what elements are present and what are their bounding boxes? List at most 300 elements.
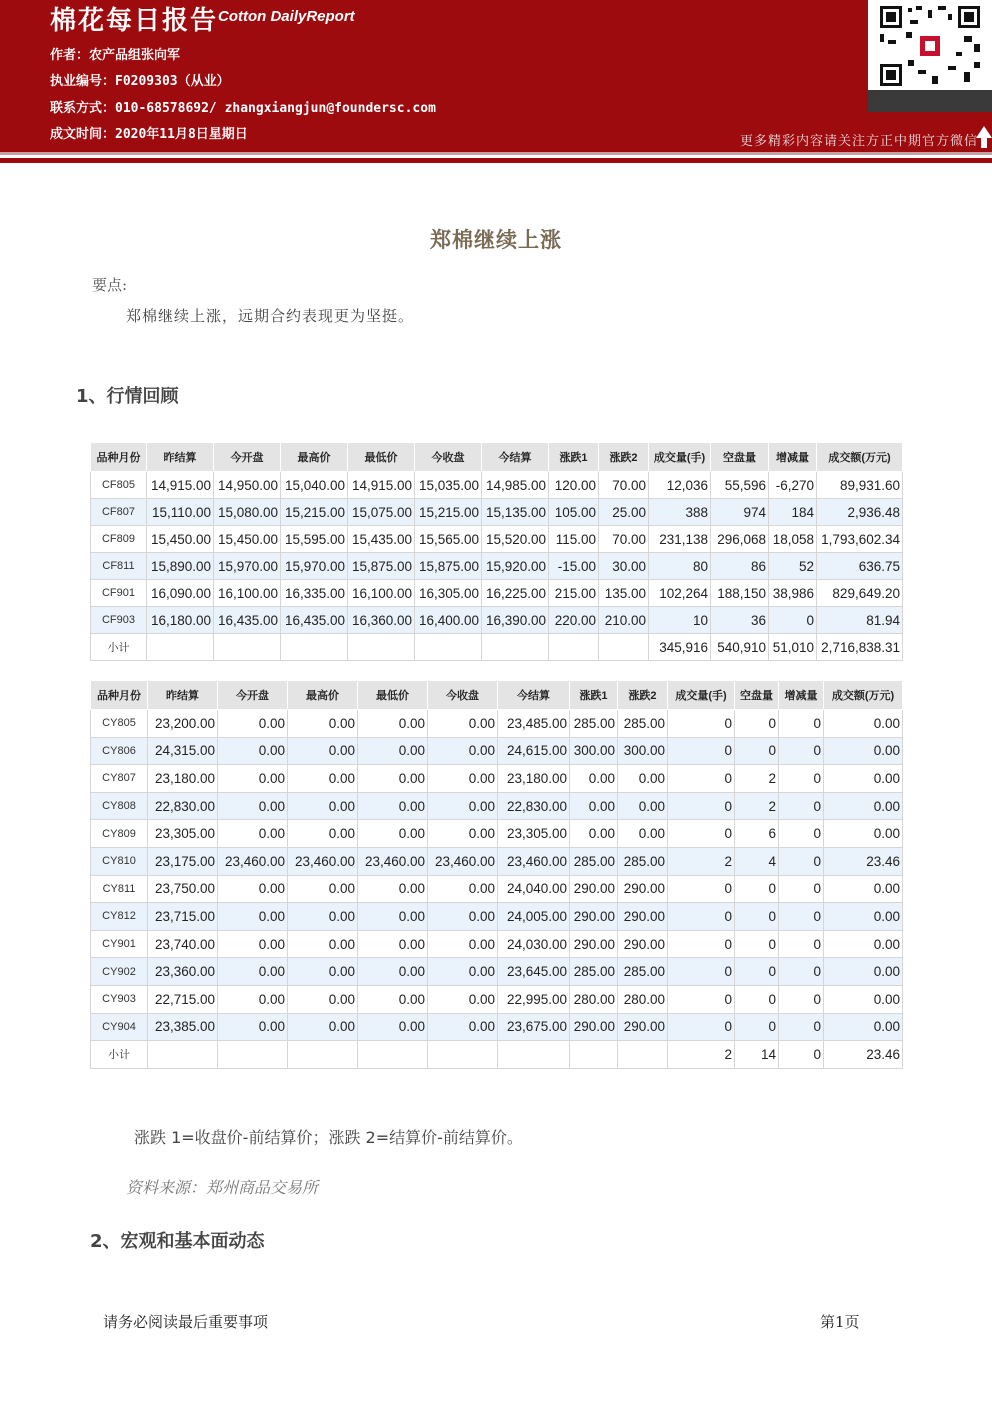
value-cell: 0.00 — [288, 820, 358, 848]
value-cell: 70.00 — [599, 526, 649, 553]
header-cell: 今结算 — [482, 443, 549, 472]
value-cell — [428, 1041, 498, 1069]
value-cell: 285.00 — [618, 958, 668, 986]
license-line: 执业编号：F0209303（从业） — [50, 74, 230, 89]
table-row — [91, 580, 903, 607]
contract-cell: CY809 — [91, 820, 148, 848]
value-cell — [148, 1041, 218, 1069]
contract-cell: CY811 — [91, 875, 148, 903]
table-row — [91, 847, 903, 875]
value-cell: 0.00 — [824, 1013, 903, 1041]
value-cell: 285.00 — [570, 958, 618, 986]
points-label: 要点: — [92, 276, 128, 294]
value-cell: 23,460.00 — [288, 847, 358, 875]
value-cell: 0.00 — [218, 903, 288, 931]
value-cell — [348, 634, 415, 661]
value-cell: 0 — [779, 958, 824, 986]
value-cell: 0 — [735, 1013, 779, 1041]
value-cell: 0.00 — [218, 765, 288, 793]
value-cell: 0.00 — [358, 985, 428, 1013]
value-cell: 974 — [711, 499, 769, 526]
header-cell: 成交量(手) — [649, 443, 711, 472]
table-row — [91, 820, 903, 848]
value-cell: 0 — [735, 930, 779, 958]
value-cell — [549, 634, 599, 661]
value-cell: 0.00 — [428, 737, 498, 765]
value-cell — [358, 1041, 428, 1069]
value-cell: 290.00 — [618, 930, 668, 958]
value-cell: 0.00 — [288, 903, 358, 931]
value-cell: 0 — [735, 903, 779, 931]
value-cell: 285.00 — [570, 847, 618, 875]
value-cell: 0.00 — [358, 765, 428, 793]
value-cell: 300.00 — [618, 737, 668, 765]
section-heading-2: 2、宏观和基本面动态 — [90, 1231, 265, 1252]
value-cell: 15,110.00 — [147, 499, 214, 526]
value-cell: 14,985.00 — [482, 472, 549, 499]
value-cell: 24,615.00 — [498, 737, 570, 765]
header-cell: 最高价 — [281, 443, 348, 472]
value-cell: 300.00 — [570, 737, 618, 765]
value-cell: 115.00 — [549, 526, 599, 553]
value-cell: 23,485.00 — [498, 710, 570, 738]
value-cell — [218, 1041, 288, 1069]
value-cell: 0.00 — [570, 765, 618, 793]
header-cell: 涨跌2 — [599, 443, 649, 472]
value-cell: 120.00 — [549, 472, 599, 499]
value-cell: 14 — [735, 1041, 779, 1069]
contract-cell: CF811 — [91, 553, 147, 580]
value-cell: 0 — [779, 710, 824, 738]
value-cell: 0.00 — [288, 958, 358, 986]
arrow-up-icon — [976, 126, 992, 138]
contract-cell: CY902 — [91, 958, 148, 986]
value-cell — [415, 634, 482, 661]
header-cell: 涨跌1 — [570, 681, 618, 710]
value-cell: 0.00 — [218, 930, 288, 958]
value-cell: 81.94 — [817, 607, 903, 634]
value-cell: 15,875.00 — [415, 553, 482, 580]
value-cell: 15,970.00 — [214, 553, 281, 580]
value-cell: 0 — [735, 710, 779, 738]
value-cell: 0 — [779, 847, 824, 875]
contract-cell: CY901 — [91, 930, 148, 958]
value-cell: 0.00 — [428, 1013, 498, 1041]
value-cell: -6,270 — [769, 472, 817, 499]
value-cell: 23,740.00 — [148, 930, 218, 958]
subtotal-row — [91, 634, 903, 661]
value-cell: 15,875.00 — [348, 553, 415, 580]
value-cell: 16,390.00 — [482, 607, 549, 634]
value-cell: 540,910 — [711, 634, 769, 661]
report-header-banner — [0, 0, 992, 152]
value-cell: 829,649.20 — [817, 580, 903, 607]
header-cell: 增减量 — [769, 443, 817, 472]
value-cell: 23,385.00 — [148, 1013, 218, 1041]
value-cell — [214, 634, 281, 661]
value-cell: 51,010 — [769, 634, 817, 661]
header-cell: 今结算 — [498, 681, 570, 710]
value-cell: 0 — [668, 1013, 735, 1041]
value-cell: 0.00 — [428, 792, 498, 820]
value-cell: 16,180.00 — [147, 607, 214, 634]
value-cell: 23,715.00 — [148, 903, 218, 931]
table-row — [91, 985, 903, 1013]
header-cell: 成交量(手) — [668, 681, 735, 710]
value-cell: 15,435.00 — [348, 526, 415, 553]
wechat-promo: 更多精彩内容请关注方正中期官方微信 — [739, 134, 978, 149]
section-heading-1: 1、行情回顾 — [76, 386, 179, 407]
key-point: 郑棉继续上涨，远期合约表现更为坚挺。 — [126, 307, 415, 325]
value-cell: 0 — [735, 875, 779, 903]
value-cell: 15,040.00 — [281, 472, 348, 499]
value-cell: 15,970.00 — [281, 553, 348, 580]
value-cell: 22,715.00 — [148, 985, 218, 1013]
value-cell: 0.00 — [824, 903, 903, 931]
value-cell: 105.00 — [549, 499, 599, 526]
value-cell: 16,090.00 — [147, 580, 214, 607]
contract-cell: CF809 — [91, 526, 147, 553]
value-cell: 4 — [735, 847, 779, 875]
value-cell: 0 — [735, 958, 779, 986]
value-cell: 15,215.00 — [415, 499, 482, 526]
footer-notice: 请务必阅读最后重要事项 — [103, 1313, 269, 1331]
value-cell: 23,175.00 — [148, 847, 218, 875]
value-cell: 15,135.00 — [482, 499, 549, 526]
value-cell: 0.00 — [218, 1013, 288, 1041]
contract-cell: CY805 — [91, 710, 148, 738]
data-source: 资料来源：郑州商品交易所 — [126, 1178, 319, 1197]
value-cell: 388 — [649, 499, 711, 526]
value-cell: 0.00 — [218, 792, 288, 820]
value-cell: 636.75 — [817, 553, 903, 580]
value-cell: 23,180.00 — [498, 765, 570, 793]
value-cell — [599, 634, 649, 661]
value-cell: 184 — [769, 499, 817, 526]
value-cell: 2 — [668, 847, 735, 875]
contract-cell: CF807 — [91, 499, 147, 526]
value-cell: 285.00 — [570, 710, 618, 738]
value-cell — [147, 634, 214, 661]
value-cell: 0 — [668, 903, 735, 931]
value-cell: 0.00 — [358, 710, 428, 738]
value-cell: 0.00 — [570, 820, 618, 848]
value-cell: 188,150 — [711, 580, 769, 607]
value-cell: 23,460.00 — [498, 847, 570, 875]
value-cell: 0.00 — [428, 930, 498, 958]
value-cell: 2 — [735, 765, 779, 793]
value-cell: 16,435.00 — [214, 607, 281, 634]
value-cell: 0.00 — [428, 765, 498, 793]
value-cell: 22,830.00 — [148, 792, 218, 820]
value-cell: 0 — [735, 737, 779, 765]
value-cell: 0 — [779, 930, 824, 958]
header-cell: 今开盘 — [218, 681, 288, 710]
value-cell: 0.00 — [618, 765, 668, 793]
value-cell: 0 — [668, 765, 735, 793]
header-cell: 最高价 — [288, 681, 358, 710]
value-cell: 16,100.00 — [214, 580, 281, 607]
value-cell: 16,360.00 — [348, 607, 415, 634]
value-cell: 0.00 — [358, 792, 428, 820]
contract-cell: CY812 — [91, 903, 148, 931]
value-cell: 23,750.00 — [148, 875, 218, 903]
header-divider — [0, 152, 992, 155]
value-cell: 0.00 — [358, 958, 428, 986]
value-cell: 0.00 — [428, 985, 498, 1013]
value-cell: 24,030.00 — [498, 930, 570, 958]
value-cell: 10 — [649, 607, 711, 634]
value-cell: 23,360.00 — [148, 958, 218, 986]
header-cell: 增减量 — [779, 681, 824, 710]
value-cell: 0.00 — [570, 792, 618, 820]
contract-cell: 小计 — [91, 1041, 148, 1069]
value-cell: 0.00 — [288, 1013, 358, 1041]
value-cell: 345,916 — [649, 634, 711, 661]
value-cell — [570, 1041, 618, 1069]
value-cell: 80 — [649, 553, 711, 580]
value-cell: 0.00 — [824, 820, 903, 848]
date-line: 成文时间：2020年11月8日星期日 — [50, 127, 248, 142]
value-cell — [498, 1041, 570, 1069]
value-cell: 290.00 — [570, 1013, 618, 1041]
table-header-row — [91, 443, 903, 472]
value-cell: 0.00 — [288, 737, 358, 765]
value-cell: 23,460.00 — [218, 847, 288, 875]
value-cell: 0.00 — [428, 710, 498, 738]
value-cell: 1,793,602.34 — [817, 526, 903, 553]
value-cell: 15,450.00 — [147, 526, 214, 553]
table-header-row — [91, 681, 903, 710]
value-cell: 0 — [779, 903, 824, 931]
table-row — [91, 499, 903, 526]
value-cell: 0 — [779, 1041, 824, 1069]
value-cell: 14,915.00 — [147, 472, 214, 499]
contract-cell: CY807 — [91, 765, 148, 793]
value-cell: 290.00 — [570, 903, 618, 931]
value-cell: 0.00 — [824, 930, 903, 958]
value-cell: 0.00 — [824, 710, 903, 738]
value-cell: 0 — [779, 985, 824, 1013]
header-cell: 最低价 — [358, 681, 428, 710]
header-cell: 品种月份 — [91, 681, 148, 710]
formula-note: 涨跌 1=收盘价-前结算价；涨跌 2=结算价-前结算价。 — [134, 1128, 523, 1147]
table-row — [91, 958, 903, 986]
contract-cell: CF901 — [91, 580, 147, 607]
value-cell: 24,040.00 — [498, 875, 570, 903]
value-cell: 280.00 — [570, 985, 618, 1013]
value-cell: 38,986 — [769, 580, 817, 607]
contract-cell: CY806 — [91, 737, 148, 765]
value-cell: 0.00 — [358, 1013, 428, 1041]
subtotal-row — [91, 1041, 903, 1069]
value-cell: 6 — [735, 820, 779, 848]
header-cell: 昨结算 — [148, 681, 218, 710]
value-cell: 0 — [779, 765, 824, 793]
value-cell — [281, 634, 348, 661]
value-cell: 231,138 — [649, 526, 711, 553]
value-cell: 0 — [779, 875, 824, 903]
header-cell: 涨跌1 — [549, 443, 599, 472]
value-cell: 15,450.00 — [214, 526, 281, 553]
value-cell: 89,931.60 — [817, 472, 903, 499]
value-cell: 0 — [779, 1013, 824, 1041]
contract-cell: CY808 — [91, 792, 148, 820]
value-cell: 16,305.00 — [415, 580, 482, 607]
value-cell: 16,225.00 — [482, 580, 549, 607]
value-cell: 0.00 — [358, 875, 428, 903]
value-cell: 0.00 — [824, 737, 903, 765]
value-cell: 0 — [779, 820, 824, 848]
header-cell: 今收盘 — [415, 443, 482, 472]
value-cell: 0 — [769, 607, 817, 634]
value-cell: 0.00 — [428, 903, 498, 931]
report-title-en: Cotton DailyReport — [218, 8, 355, 25]
value-cell: 0.00 — [824, 985, 903, 1013]
contract-cell: 小计 — [91, 634, 147, 661]
value-cell: 0 — [668, 930, 735, 958]
value-cell: 0.00 — [218, 820, 288, 848]
header-cell: 涨跌2 — [618, 681, 668, 710]
report-title: 棉花每日报告 — [50, 6, 219, 36]
value-cell: 15,075.00 — [348, 499, 415, 526]
header-cell: 品种月份 — [91, 443, 147, 472]
value-cell: 23,200.00 — [148, 710, 218, 738]
cy-quote-table — [90, 680, 903, 1069]
value-cell: 0 — [668, 820, 735, 848]
value-cell: 24,005.00 — [498, 903, 570, 931]
table-row — [91, 737, 903, 765]
header-cell: 最低价 — [348, 443, 415, 472]
value-cell: 0.00 — [824, 875, 903, 903]
contract-cell: CY810 — [91, 847, 148, 875]
value-cell: 15,890.00 — [147, 553, 214, 580]
header-cell: 成交额(万元) — [824, 681, 903, 710]
value-cell: 0.00 — [218, 985, 288, 1013]
value-cell: 36 — [711, 607, 769, 634]
header-cell: 空盘量 — [735, 681, 779, 710]
contract-cell: CF805 — [91, 472, 147, 499]
value-cell: 23,675.00 — [498, 1013, 570, 1041]
value-cell: 16,435.00 — [281, 607, 348, 634]
value-cell: 14,915.00 — [348, 472, 415, 499]
value-cell: 16,100.00 — [348, 580, 415, 607]
value-cell: 15,920.00 — [482, 553, 549, 580]
value-cell: 290.00 — [618, 875, 668, 903]
value-cell: 0.00 — [358, 930, 428, 958]
value-cell: 23,305.00 — [148, 820, 218, 848]
value-cell: 0.00 — [358, 903, 428, 931]
header-cell: 今收盘 — [428, 681, 498, 710]
value-cell: 102,264 — [649, 580, 711, 607]
value-cell: 15,215.00 — [281, 499, 348, 526]
value-cell: 18,058 — [769, 526, 817, 553]
value-cell: 0.00 — [288, 985, 358, 1013]
value-cell: 0.00 — [428, 820, 498, 848]
table-row — [91, 710, 903, 738]
value-cell: 0.00 — [288, 875, 358, 903]
value-cell: 0.00 — [824, 958, 903, 986]
value-cell: 86 — [711, 553, 769, 580]
value-cell: 0 — [668, 710, 735, 738]
value-cell: -15.00 — [549, 553, 599, 580]
value-cell: 0.00 — [218, 958, 288, 986]
value-cell: 280.00 — [618, 985, 668, 1013]
value-cell: 0.00 — [218, 737, 288, 765]
header-cell: 今开盘 — [214, 443, 281, 472]
value-cell: 215.00 — [549, 580, 599, 607]
header-cell: 昨结算 — [147, 443, 214, 472]
contract-cell: CY903 — [91, 985, 148, 1013]
value-cell: 52 — [769, 553, 817, 580]
value-cell: 23,305.00 — [498, 820, 570, 848]
contract-cell: CF903 — [91, 607, 147, 634]
value-cell: 290.00 — [570, 930, 618, 958]
value-cell: 22,995.00 — [498, 985, 570, 1013]
value-cell: 0.00 — [288, 792, 358, 820]
value-cell: 2 — [668, 1041, 735, 1069]
value-cell: 135.00 — [599, 580, 649, 607]
value-cell: 0.00 — [824, 765, 903, 793]
value-cell: 16,400.00 — [415, 607, 482, 634]
page-number: 第1页 — [820, 1313, 860, 1331]
value-cell: 0.00 — [288, 765, 358, 793]
value-cell: 290.00 — [618, 1013, 668, 1041]
value-cell: 15,565.00 — [415, 526, 482, 553]
value-cell: 290.00 — [570, 875, 618, 903]
value-cell: 0 — [668, 985, 735, 1013]
value-cell: 0.00 — [358, 737, 428, 765]
value-cell: 0.00 — [428, 958, 498, 986]
value-cell: 0.00 — [218, 710, 288, 738]
contract-cell: CY904 — [91, 1013, 148, 1041]
table-row — [91, 553, 903, 580]
value-cell: 0 — [779, 792, 824, 820]
value-cell: 23,645.00 — [498, 958, 570, 986]
table-row — [91, 875, 903, 903]
value-cell: 2 — [735, 792, 779, 820]
value-cell: 15,080.00 — [214, 499, 281, 526]
value-cell: 16,335.00 — [281, 580, 348, 607]
value-cell: 0 — [668, 958, 735, 986]
table-row — [91, 607, 903, 634]
value-cell: 0 — [668, 737, 735, 765]
table-row — [91, 1013, 903, 1041]
value-cell: 0.00 — [618, 792, 668, 820]
value-cell: 15,035.00 — [415, 472, 482, 499]
value-cell: 0 — [735, 985, 779, 1013]
value-cell: 0.00 — [824, 792, 903, 820]
value-cell: 12,036 — [649, 472, 711, 499]
value-cell: 22,830.00 — [498, 792, 570, 820]
author-line: 作者：农产品组张向军 — [50, 48, 181, 63]
value-cell: 0.00 — [358, 820, 428, 848]
value-cell: 0.00 — [428, 875, 498, 903]
value-cell: 23,460.00 — [358, 847, 428, 875]
value-cell: 0 — [779, 737, 824, 765]
value-cell: 0 — [668, 875, 735, 903]
value-cell: 23,460.00 — [428, 847, 498, 875]
table-row — [91, 930, 903, 958]
value-cell: 24,315.00 — [148, 737, 218, 765]
value-cell: 70.00 — [599, 472, 649, 499]
table-row — [91, 765, 903, 793]
header-cell: 空盘量 — [711, 443, 769, 472]
value-cell: 285.00 — [618, 847, 668, 875]
doc-title: 郑棉继续上涨 — [430, 228, 562, 252]
value-cell: 0 — [668, 792, 735, 820]
cf-quote-table — [90, 442, 903, 661]
